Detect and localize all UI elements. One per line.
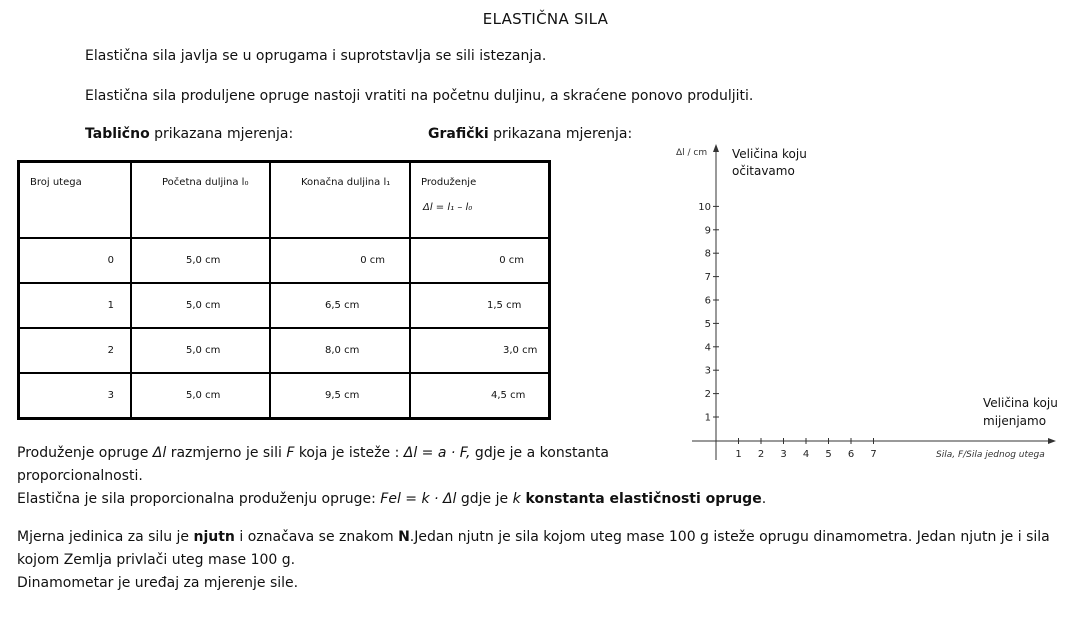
cell-konacna: 6,5 cm <box>325 300 360 311</box>
y-tick-label: 7 <box>704 272 711 284</box>
text-part: razmjerno je sili <box>166 445 287 461</box>
cell-pocetna: 5,0 cm <box>186 345 221 356</box>
x-tick-label: 3 <box>780 449 787 460</box>
header-formula: Δl = l₁ – l₀ <box>423 202 473 213</box>
y-tick-label: 4 <box>704 342 711 354</box>
x-tick-label: 4 <box>802 449 810 460</box>
text-part: i označava se znakom <box>234 529 399 545</box>
text-bold: N <box>398 529 410 545</box>
intro-line-1: Elastična sila javlja se u oprugama i suprotstavlja se sili istezanja. <box>85 48 547 64</box>
cell-pocetna: 5,0 cm <box>186 300 221 311</box>
cell-broj: 2 <box>107 345 114 356</box>
text-part: Mjerna jedinica za silu je <box>17 529 194 545</box>
y-annotation-line-1: Veličina koju <box>732 147 807 161</box>
text-part: gdje je a konstanta <box>470 445 609 461</box>
text-bold: njutn <box>193 529 235 545</box>
y-tick-label: 5 <box>704 318 711 330</box>
x-tick-label: 7 <box>870 449 877 460</box>
cell-broj: 3 <box>107 390 114 401</box>
text-italic: F <box>286 445 295 461</box>
table-caption-rest: prikazana mjerenja: <box>149 126 294 142</box>
cell-produzenje: 0 cm <box>499 255 524 266</box>
y-tick-label: 1 <box>704 412 711 424</box>
cell-broj: 0 <box>107 255 114 266</box>
x-tick-label: 6 <box>847 449 855 460</box>
header-broj-utega: Broj utega <box>30 177 82 188</box>
text-formula: Fel = k · Δl <box>380 491 457 507</box>
cell-konacna: 9,5 cm <box>325 390 360 401</box>
cell-pocetna: 5,0 cm <box>186 390 221 401</box>
y-tick-label: 8 <box>704 248 711 260</box>
x-annotation-line-2: mijenjamo <box>983 414 1047 428</box>
x-annotation-line-1: Veličina koju <box>983 396 1058 410</box>
page-title: ELASTIČNA SILA <box>482 10 609 28</box>
x-tick-label: 5 <box>825 449 832 460</box>
graph-caption-bold: Grafički <box>428 126 489 142</box>
header-pocetna-duljina: Početna duljina l₀ <box>162 177 249 188</box>
header-konacna-duljina: Konačna duljina l₁ <box>301 177 391 188</box>
y-tick-label: 9 <box>704 225 711 237</box>
x-axis-label: Sila, F/Sila jednog utega <box>936 450 1045 460</box>
proportionality-line-1 <box>17 445 609 461</box>
x-tick-label: 2 <box>757 449 765 460</box>
text-part: .Jedan njutn je sila kojom uteg mase 100 g isteže oprugu dinamometra. Jedan njutn je i sila <box>409 529 1050 545</box>
y-axis-label: Δl / cm <box>676 148 708 158</box>
cell-produzenje: 1,5 cm <box>487 300 522 311</box>
text-part: Elastična je sila proporcionalna produženju opruge: <box>17 491 381 507</box>
text-bold: konstanta elastičnosti opruge <box>520 491 762 507</box>
y-axis-arrow <box>713 144 719 152</box>
header-produzenje: Produženje <box>421 177 477 188</box>
proportionality-line-2: proporcionalnosti. <box>17 468 143 484</box>
cell-broj: 1 <box>107 300 114 311</box>
dynamometer-line: Dinamometar je uređaj za mjerenje sile. <box>17 575 299 591</box>
graph-caption-rest: prikazana mjerenja: <box>488 126 633 142</box>
y-tick-label: 6 <box>704 295 711 307</box>
y-annotation-line-2: očitavamo <box>732 164 795 178</box>
elastic-force-line <box>17 491 766 507</box>
text-part: koja je isteže : <box>294 445 404 461</box>
text-part: . <box>761 491 767 507</box>
text-part: Produženje opruge <box>17 445 153 461</box>
unit-line-1 <box>17 529 1050 545</box>
x-tick-label: 1 <box>735 449 742 460</box>
y-tick-label: 3 <box>704 365 711 377</box>
y-tick-label: 2 <box>704 389 711 401</box>
table-caption-bold: Tablično <box>85 126 150 142</box>
cell-konacna: 0 cm <box>360 255 385 266</box>
text-part: gdje je <box>456 491 513 507</box>
text-italic: Δl <box>152 445 167 461</box>
cell-produzenje: 3,0 cm <box>503 345 538 356</box>
cell-konacna: 8,0 cm <box>325 345 360 356</box>
x-axis-arrow <box>1048 438 1056 444</box>
intro-line-2: Elastična sila produljene opruge nastoji vratiti na početnu duljinu, a skraćene ponovo produljiti. <box>85 88 754 104</box>
cell-produzenje: 4,5 cm <box>491 390 526 401</box>
text-italic: k <box>512 491 521 507</box>
cell-pocetna: 5,0 cm <box>186 255 221 266</box>
unit-line-2: kojom Zemlja privlači uteg mase 100 g. <box>17 552 296 568</box>
y-tick-label: 10 <box>698 201 711 213</box>
text-formula: Δl = a · F, <box>403 445 471 461</box>
